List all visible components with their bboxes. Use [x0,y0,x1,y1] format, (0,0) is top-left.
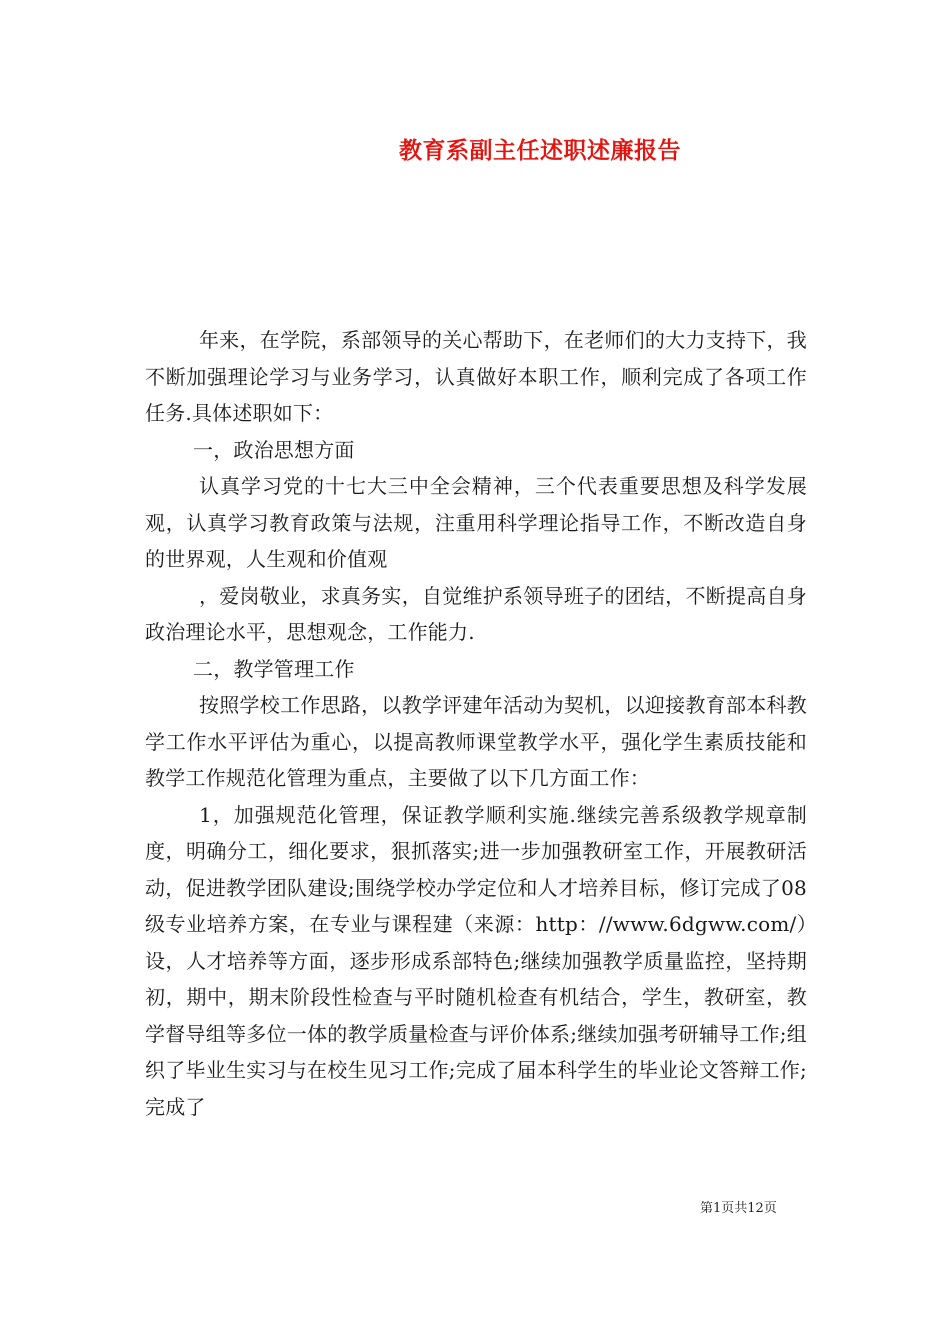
document-body [145,322,807,1125]
paragraph-intro: 年来，在学院，系部领导的关心帮助下，在老师们的大力支持下，我不断加强理论学习与业务学习，认真做好本职工作，顺利完成了各项工作任务.具体述职如下： [145,328,807,425]
paragraph-teaching-approach: 按照学校工作思路，以教学评建年活动为契机，以迎接教育部本科教学工作水平评估为重心，以提高教师课堂教学水平，强化学生素质技能和教学工作规范化管理为重点，主要做了以下几方面工作： [145,693,807,790]
section-heading-political: 一，政治思想方面 [193,437,355,462]
page-number: 第1页共12页 [700,1201,777,1216]
document-title: 教育系副主任述职述廉报告 [399,137,681,164]
paragraph-political-study: 认真学习党的十七大三中全会精神，三个代表重要思想及科学发展观，认真学习教育政策与法规，注重用科学理论指导工作，不断改造自身的世界观，人生观和价值观 [145,474,807,571]
paragraph-political-dedication: ，爱岗敬业，求真务实，自觉维护系领导班子的团结，不断提高自身政治理论水平，思想观念，工作能力. [145,583,807,644]
paragraph-teaching-item-1: 1，加强规范化管理，保证教学顺利实施.继续完善系级教学规章制度，明确分工，细化要求，狠抓落实;进一步加强教研室工作，开展教研活动，促进教学团队建设;围绕学校办学定位和人才培养目标，修订完成了08级专业培养方案，在专业与课程建（来源：http：//www.6dgww.com/）设，人才培养等方面，逐步形成系部特色;继续加强教学质量监控，坚持期初，期中，期末阶段性检查与平时随机检查有机结合，学生，教研室，教学督导组等多位一体的教学质量检查与评价体系;继续加强考研辅导工作;组织了毕业生实习与在校生见习工作;完成了届本科学生的毕业论文答辩工作;完成了 [145,802,807,1119]
section-heading-teaching: 二，教学管理工作 [193,656,355,681]
